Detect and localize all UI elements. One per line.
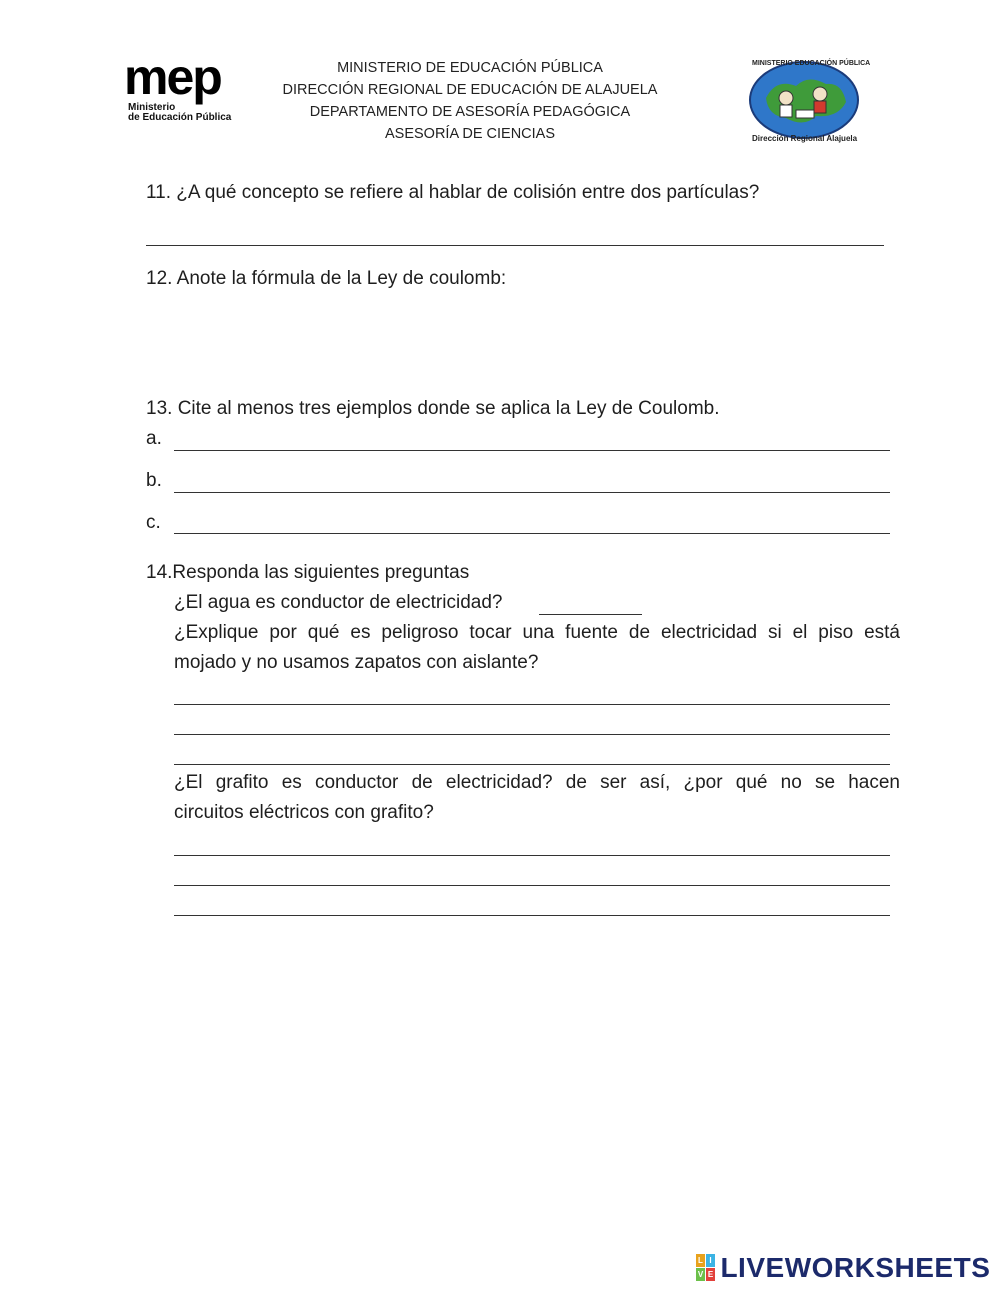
seal-bottom-text: Dirección Regional Alajuela (752, 134, 858, 143)
mep-logo-word: mep (124, 49, 221, 105)
header-advisory: ASESORÍA DE CIENCIAS (384, 126, 556, 142)
mep-logo-sub2: de Educación Pública (128, 112, 232, 123)
answer-line-11[interactable] (146, 245, 884, 246)
answer-line-14-explain-1[interactable] (174, 704, 890, 705)
answer-line-14-graphite-1[interactable] (174, 855, 890, 856)
mep-logo-sub1: Ministerio (128, 102, 176, 113)
item-label-c: c. (146, 512, 161, 533)
question-14-graphite-line2: circuitos eléctricos con grafito? (174, 802, 434, 823)
mep-logo (124, 49, 254, 128)
answer-line-13c[interactable] (174, 533, 890, 534)
question-14-graphite-line1: ¿El grafito es conductor de electricidad? de ser así, ¿por qué no se hacen (174, 772, 900, 793)
question-14-explain-line1: ¿Explique por qué es peligroso tocar una fuente de electricidad si el piso está (174, 622, 900, 643)
header-regional: DIRECCIÓN REGIONAL DE EDUCACIÓN DE ALAJUELA (282, 82, 658, 98)
answer-line-14-graphite-3[interactable] (174, 915, 890, 916)
item-label-b: b. (146, 470, 162, 491)
liveworksheets-brand: LIVEWORKSHEETS (720, 1252, 991, 1283)
answer-line-14-explain-3[interactable] (174, 764, 890, 765)
regional-seal-logo (746, 58, 871, 148)
answer-line-14-graphite-2[interactable] (174, 885, 890, 886)
liveworksheets-badge-icon: L I V E (697, 1256, 714, 1279)
header-department: DEPARTAMENTO DE ASESORÍA PEDAGÓGICA (309, 104, 631, 120)
seal-top-text: MINISTERIO EDUCACIÓN PÚBLICA (752, 60, 871, 67)
question-12: 12. Anote la fórmula de la Ley de coulomb: (146, 268, 507, 289)
question-14-explain-line2: mojado y no usamos zapatos con aislante? (174, 652, 539, 673)
item-label-a: a. (146, 428, 162, 449)
answer-line-13b[interactable] (174, 492, 890, 493)
question-13: 13. Cite al menos tres ejemplos donde se aplica la Ley de Coulomb. (146, 398, 720, 419)
question-11: 11. ¿A qué concepto se refiere al hablar de colisión entre dos partículas? (146, 182, 760, 203)
answer-line-13a[interactable] (174, 450, 890, 451)
answer-line-14-explain-2[interactable] (174, 734, 890, 735)
answer-line-14-water[interactable] (539, 614, 642, 615)
header-ministry: MINISTERIO DE EDUCACIÓN PÚBLICA (337, 60, 603, 76)
question-14-water: ¿El agua es conductor de electricidad? (174, 592, 503, 613)
liveworksheets-logo (696, 1252, 990, 1286)
question-14: 14.Responda las siguientes preguntas (146, 562, 470, 583)
